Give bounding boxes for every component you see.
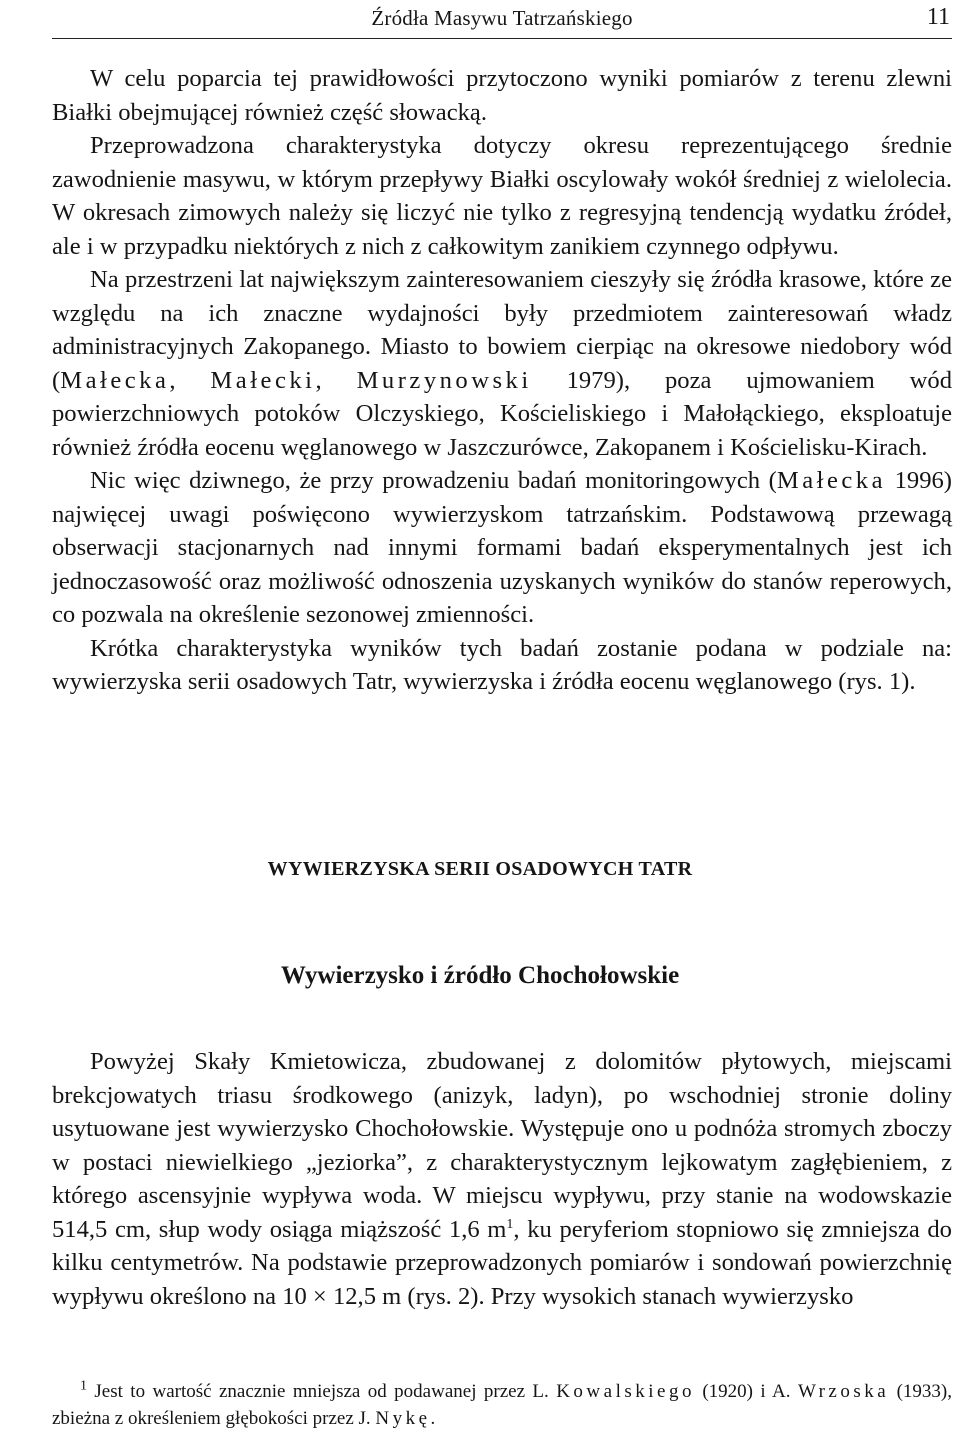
- cited-author: Małecka: [776, 467, 887, 494]
- footnote-text: [52, 1378, 952, 1432]
- footnote-part: (1933), zbieżna z określeniem głębokości przez J.: [52, 1381, 953, 1429]
- footnote-ref: 1: [506, 1216, 514, 1232]
- paragraph-text: Powyżej Skały Kmietowicza, zbudowanej z dolomitów płytowych, miejscami brekcjowatych triasu środkowego (anizyk, ladyn), po wschodniej stronie doliny usytuowane jest wywierzysko Chochołowskie. Występuje ono u podnóża stromych zboczy w postaci niewielkiego „jeziorka”, z charakterystycznym lejkowatym zagłębieniem, z którego ascensyjnie wypływa woda. W miejscu wypływu, przy stanie na wodowskazie 514,5 cm, słup wody osiąga miąższość 1,6 m: [52, 1048, 952, 1243]
- cited-author: Kowalskiego: [556, 1381, 695, 1402]
- body-text-upper: [52, 62, 952, 699]
- paragraph-text: , ku peryferiom stopniowo się zmniejsza do kilku centymetrów. Na podstawie przeprowadzonych pomiarów i sondowań powierzchnię wypływu określono na 10 × 12,5 m (rys. 2). Przy wysokich stanach wywierzysko: [52, 1215, 952, 1310]
- body-text-lower: [52, 1045, 952, 1313]
- paragraph: [52, 263, 952, 464]
- footnote-part: Jest to wartość znacznie mniejsza od podawanej przez L.: [87, 1381, 557, 1402]
- page-header: [52, 2, 952, 39]
- paragraph: [52, 1045, 952, 1313]
- cited-author: Wrzoska: [797, 1381, 890, 1402]
- paragraph-text: Nic więc dziwnego, że przy prowadzeniu badań monitoringowych (: [90, 467, 777, 494]
- section-heading: WYWIERZYSKA SERII OSADOWYCH TATR: [267, 858, 693, 880]
- sub-heading: Wywierzysko i źródło Chochołowskie: [280, 962, 680, 989]
- paragraph-text: 1979), poza ujmowaniem wód powierzchniowych potoków Olczyskiego, Kościeliskiego i Małołąckiego, eksploatuje również źródła eocenu węglanowego w Jaszczurówce, Zakopanem i Kościelisku-Kirach.: [52, 366, 952, 461]
- cited-author: Małecki: [210, 366, 316, 394]
- running-title: Źródła Masywu Tatrzańskiego: [371, 6, 633, 30]
- paragraph: Krótka charakterystyka wyników tych badań zostanie podana w podziale na: wywierzyska serii osadowych Tatr, wywierzyska i źródła eocenu węglanowego (rys. 1).: [52, 634, 952, 695]
- cited-author: Małecka: [60, 366, 170, 394]
- paragraph: [52, 464, 952, 632]
- paragraph: W celu poparcia tej prawidłowości przytoczono wyniki pomiarów z terenu zlewni Białki obejmującej również część słowacką.: [52, 65, 952, 126]
- cited-author: Nykę: [375, 1408, 431, 1429]
- footnote-part: (1920) i A.: [694, 1381, 798, 1402]
- paragraph: Przeprowadzona charakterystyka dotyczy okresu reprezentującego średnie zawodnienie masywu, w którym przepływy Białki oscylowały wokół średniej z wielolecia. W okresach zimowych należy się liczyć nie tylko z regresyjną tendencją wydatku źródeł, ale i w przypadku niektórych z nich z całkowitym zanikiem czynnego odpływu.: [52, 132, 952, 260]
- footnote: [52, 1378, 952, 1432]
- page-number: 11: [926, 4, 950, 30]
- footnote-mark: 1: [80, 1378, 87, 1394]
- separator: ,: [315, 366, 357, 394]
- separator: ,: [169, 366, 211, 394]
- cited-author: Murzynowski: [356, 366, 532, 394]
- paragraph-text: 1996) najwięcej uwagi poświęcono wywierzyskom tatrzańskim. Podstawową przewagą obserwacji stacjonarnych nad innymi formami badań eksperymentalnych jest ich jednoczasowość oraz możliwość odnoszenia uzyskanych wyników do stanów reperowych, co pozwala na określenie sezonowej zmienności.: [52, 467, 952, 628]
- footnote-part: .: [430, 1408, 436, 1429]
- paragraph-text: Na przestrzeni lat największym zainteresowaniem cieszyły się źródła krasowe, które ze względu na ich znaczne wydajności były przedmiotem zainteresowań władz administracyjnych Zakopanego. Miasto to bowiem cierpiąc na okresowe niedobory wód (: [52, 266, 952, 394]
